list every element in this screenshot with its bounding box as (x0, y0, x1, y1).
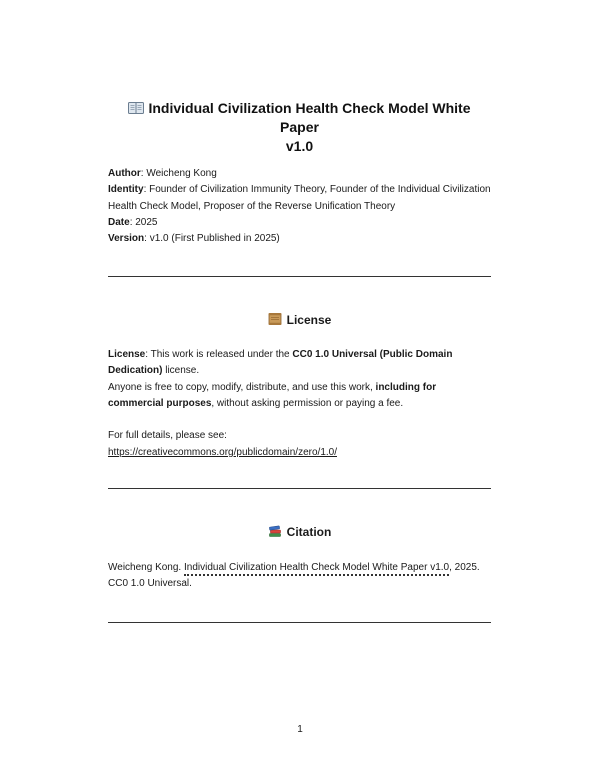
books-icon (268, 524, 282, 538)
document-metadata (108, 166, 491, 247)
author-value: Weicheng Kong (146, 168, 217, 179)
license-heading (108, 312, 491, 328)
title-line-2: v1.0 (285, 138, 314, 154)
license-heading-text: License (286, 313, 332, 327)
citation-body (108, 560, 491, 593)
author-line: Author: Weicheng Kong (108, 168, 217, 179)
document-title (108, 99, 491, 156)
open-book-icon (128, 102, 144, 114)
license-body (108, 347, 491, 461)
license-details (108, 428, 491, 461)
title-line-1: Individual Civilization Health Check Model White Paper (148, 100, 471, 135)
license-text-2: license. (165, 365, 200, 377)
license-paragraph: License: This work is released under the CC0 1.0 Universal (Public Domain Dedication) license. Anyone is free to copy, modify, distribute, and use this work, including for commercial purposes, without asking permission or paying a fee. (108, 349, 453, 409)
citation-heading-text: Citation (286, 525, 332, 539)
citation-suffix: , 2025. CC0 1.0 Universal. (108, 562, 480, 590)
citation-work-title: Individual Civilization Health Check Model White Paper v1.0 (184, 562, 449, 576)
version-value: v1.0 (First Published in 2025) (149, 233, 280, 245)
citation-heading (108, 524, 491, 540)
version-label: Version (108, 233, 145, 245)
license-text-1: This work is released under the (150, 349, 290, 360)
commercial-purposes: including for commercial purposes (108, 381, 437, 409)
divider (108, 276, 491, 277)
divider (108, 488, 491, 489)
date-line: Date: 2025 (108, 216, 158, 228)
cc0-license-link[interactable]: https://creativecommons.org/publicdomain/zero/1.0/ (108, 446, 337, 458)
cc0-license-name: CC0 1.0 Universal (Public Domain Dedication) (108, 349, 453, 377)
version-line: Version: v1.0 (First Published in 2025) (108, 233, 280, 245)
author-label: Author (108, 168, 141, 179)
page-number: 1 (297, 724, 303, 735)
date-value: 2025 (135, 216, 158, 228)
license-text-3: Anyone is free to copy, modify, distribute, and use this work, (108, 381, 373, 393)
identity-value: Founder of Civilization Immunity Theory, Founder of the Individual Civilization Health Check Model, Proposer of the Reverse Unification Theory (108, 184, 491, 212)
identity-line: Identity: Founder of Civilization Immunity Theory, Founder of the Individual Civilization Health Check Model, Proposer of the Reverse Unification Theory (108, 184, 491, 212)
license-details-text: For full details, please see: (108, 430, 227, 442)
scroll-icon (268, 312, 282, 326)
license-label: License (108, 349, 146, 360)
citation-author: Weicheng Kong. (108, 562, 182, 573)
identity-label: Identity (108, 184, 144, 196)
divider (108, 622, 491, 623)
license-text-4: , without asking permission or paying a fee. (211, 397, 404, 409)
date-label: Date (108, 216, 130, 228)
